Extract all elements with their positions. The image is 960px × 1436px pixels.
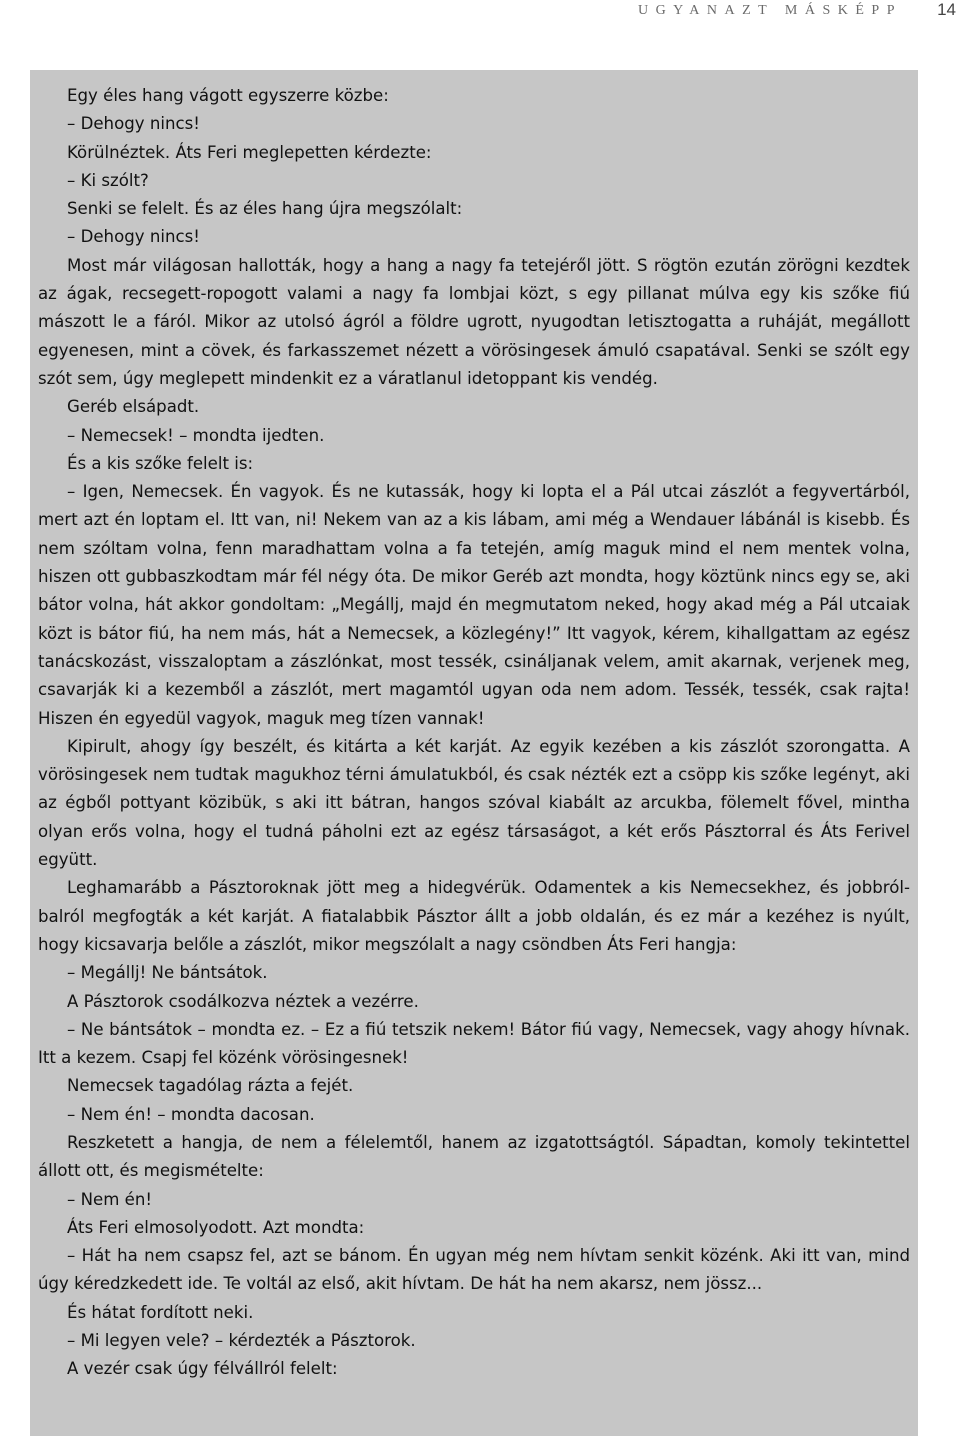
running-title: UGYANAZT MÁSKÉPP xyxy=(637,3,902,18)
paragraph: Geréb elsápadt. xyxy=(67,397,200,417)
paragraph: Reszketett a hangja, de nem a félelemtől, hanem az izgatottságtól. Sápadtan, komoly tekintettel állott ott, és megismételte: xyxy=(38,1132,910,1181)
paragraph: – Dehogy nincs! xyxy=(67,227,200,247)
paragraph: A vezér csak úgy félvállról felelt: xyxy=(67,1359,338,1379)
paragraph: Áts Feri elmosolyodott. Azt mondta: xyxy=(67,1217,365,1237)
paragraph: – Ki szólt? xyxy=(67,170,149,190)
page-header xyxy=(0,0,960,30)
paragraph: – Dehogy nincs! xyxy=(67,114,200,134)
paragraph: Egy éles hang vágott egyszerre közbe: xyxy=(67,86,389,105)
paragraph: – Nem én! – mondta dacosan. xyxy=(67,1104,315,1124)
paragraph: És hátat fordított neki. xyxy=(67,1302,254,1322)
paragraph: Most már világosan hallották, hogy a hang a nagy fa tetejéről jött. S rögtön ezután zörögni kezdtek az ágak, recsegett-ropogott valami a nagy fa lombjai közt, s egy pillanat múlva egy kis szőke fiú mászott le a fáról. Mikor az utolsó ágról a földre ugrott, nyugodtan letisztogatta a ruháját, megállott egyenesen, mint a cövek, és farkasszemet nézett a vörösingesek ámuló csapatával. Senki se szólt egy szót sem, úgy meglepett mindenkit ez a váratlanul idetoppant kis vendég. xyxy=(38,255,910,388)
paragraph: És a kis szőke felelt is: xyxy=(67,453,254,473)
paragraph: Körülnéztek. Áts Feri meglepetten kérdezte: xyxy=(67,142,432,162)
paragraph: – Nem én! xyxy=(67,1189,153,1209)
paragraph: – Nemecsek! – mondta ijedten. xyxy=(67,425,325,445)
paragraph: Senki se felelt. És az éles hang újra megszólalt: xyxy=(67,199,463,219)
paragraph: – Megállj! Ne bántsátok. xyxy=(67,963,268,983)
text-panel xyxy=(30,70,918,1436)
paragraph: – Ne bántsátok – mondta ez. – Ez a fiú tetszik nekem! Bátor fiú vagy, Nemecsek, vagy ahogy hívnak. Itt a kezem. Csapj fel közénk vörösingesnek! xyxy=(38,1019,910,1068)
paragraph: – Igen, Nemecsek. Én vagyok. És ne kutassák, hogy ki lopta el a Pál utcai zászlót a fegyvertárból, mert azt én loptam el. Itt van, ni! Nekem van az a kis lábam, ami még a Wendauer lábánál is kisebb. És nem szóltam volna, fenn maradhattam volna a fa tetején, amíg maguk mind el nem mentek volna, hiszen ott gubbaszkodtam már fél négy óta. De mikor Geréb azt mondta, hogy köztünk nincs egy se, aki bátor volna, hát akkor gondoltam: „Megállj, majd én megmutatom neked, hogy akad még a Pál utcaiak közt is bátor fiú, ha nem más, hát a Nemecsek, a közlegény!” Itt vagyok, kérem, kihallgattam az egész tanácskozást, visszaloptam a zászlónkat, most tessék, csináljanak velem, amit akarnak, verjenek meg, csavarják ki a kezemből a zászlót, mert magamtól ugyan oda nem adom. Tessék, tessék, csak rajta! Hiszen én egyedül vagyok, maguk meg tízen vannak! xyxy=(38,482,910,728)
paragraph: – Mi legyen vele? – kérdezték a Pásztorok. xyxy=(67,1331,416,1351)
paragraph: – Hát ha nem csapsz fel, azt se bánom. Én ugyan még nem hívtam senkit közénk. Aki itt van, mind úgy kéredzkedett ide. Te voltál az első, akit hívtam. De hát ha nem akarsz, nem jössz... xyxy=(38,1246,910,1294)
paragraph: A Pásztorok csodálkozva néztek a vezérre. xyxy=(67,991,419,1011)
paragraph: Kipirult, ahogy így beszélt, és kitárta a két karját. Az egyik kezében a kis zászlót szorongatta. A vörösingesek nem tudtak magukhoz térni ámulatukból, és csak nézték ezt a csöpp kis szőke legényt, aki az égből pottyant közibük, s aki itt bátran, hangos szóval kiabált az arcukba, fölemelt fővel, mintha olyan erős volna, hogy el tudná páholni ezt az egész társaságot, a két erős Pásztorral és Áts Ferivel együtt. xyxy=(38,736,910,870)
paragraph: Leghamarább a Pásztoroknak jött meg a hidegvérük. Odamentek a kis Nemecsekhez, és jobbról-balról megfogták a két karját. A fiatalabbik Pásztor állt a jobb oldalán, és ez már a kezéhez is nyúlt, hogy kicsavarja belőle a zászlót, mikor megszólalt a nagy csöndben Áts Feri hangja: xyxy=(38,878,910,954)
page-number: 14 xyxy=(937,0,956,19)
paragraph: Nemecsek tagadólag rázta a fejét. xyxy=(67,1076,354,1096)
